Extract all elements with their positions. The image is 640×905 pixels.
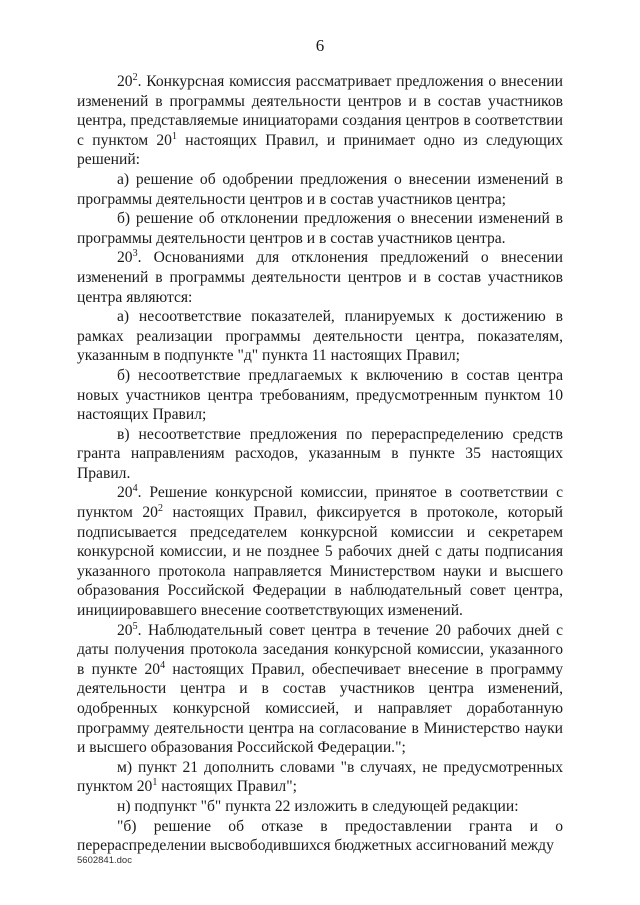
subitem-a-indicators: а) несоответствие показателей, планируемых к достижению в рамках реализации программы деятельности центра, показателям, указанным в подпункте "д" пункта 11 настоящих Правил; — [77, 308, 563, 365]
subitem-b-rejection: б) решение об отклонении предложения о внесении изменений в программы деятельности центров и в состав участников центра. — [77, 210, 563, 247]
subitem-b-participants: б) несоответствие предлагаемых к включению в состав центра новых участников центра требованиям, предусмотренным пунктом 10 настоящих Правил; — [77, 366, 563, 424]
subitem-b-new-wording: "б) решение об отказе в предоставлении гранта и о перераспределении высвободившихся бюджетных ассигнований между — [77, 817, 563, 855]
document-body — [77, 72, 563, 856]
paragraph-20-4: $20^4$. Решение конкурсной комиссии, принятое в соответствии с пунктом $20^2$ настоящих Правил, фиксируется в протоколе, который подписывается председателем конкурсной комиссии и секретарем конкурсной комиссии, и не позднее 5 рабочих дней с даты подписания указанного протокола направляется Министерством науки и высшего образования Российской Федерации в наблюдательный совет центра, инициировавшего внесение соответствующих изменений. — [77, 483, 563, 620]
footer-filename: 5602841.doc — [77, 855, 132, 866]
subitem-a-approval: а) решение об одобрении предложения о внесении изменений в программы деятельности центров и в состав участников центра; — [77, 170, 563, 208]
subitem-m: м) пункт 21 дополнить словами "в случаях, не предусмотренных пунктом $20^1$ настоящих Правил"; — [77, 758, 563, 796]
paragraph-20-5: $20^5$. Наблюдательный совет центра в течение 20 рабочих дней с даты получения протокола заседания конкурсной комиссии, указанного в пункте $20^4$ настоящих Правил, обеспечивает внесение в программу деятельности центра и в состав участников центра изменений, одобренных конкурсной комиссией, и направляет доработанную программу деятельности центра на согласование в Министерство науки и высшего образования Российской Федерации."; — [77, 620, 563, 757]
page-number: 6 — [315, 36, 325, 55]
paragraph-20-2: $20^2$. Конкурсная комиссия рассматривает предложения о внесении изменений в программы деятельности центров и в состав участников центра, представляемые инициаторами создания центров в соответствии с пунктом $20^1$ настоящих Правил, и принимает одно из следующих решений: — [77, 72, 563, 169]
subitem-n: н) подпункт "б" пункта 22 изложить в следующей редакции: — [117, 797, 519, 815]
paragraph-20-3: $20^3$. Основаниями для отклонения предложений о внесении изменений в программы деятельности центров и в состав участников центра являются: — [77, 248, 563, 306]
subitem-v-grant: в) несоответствие предложения по перераспределению средств гранта направлениям расходов, указанным в пункте 35 настоящих Правил. — [77, 425, 563, 482]
